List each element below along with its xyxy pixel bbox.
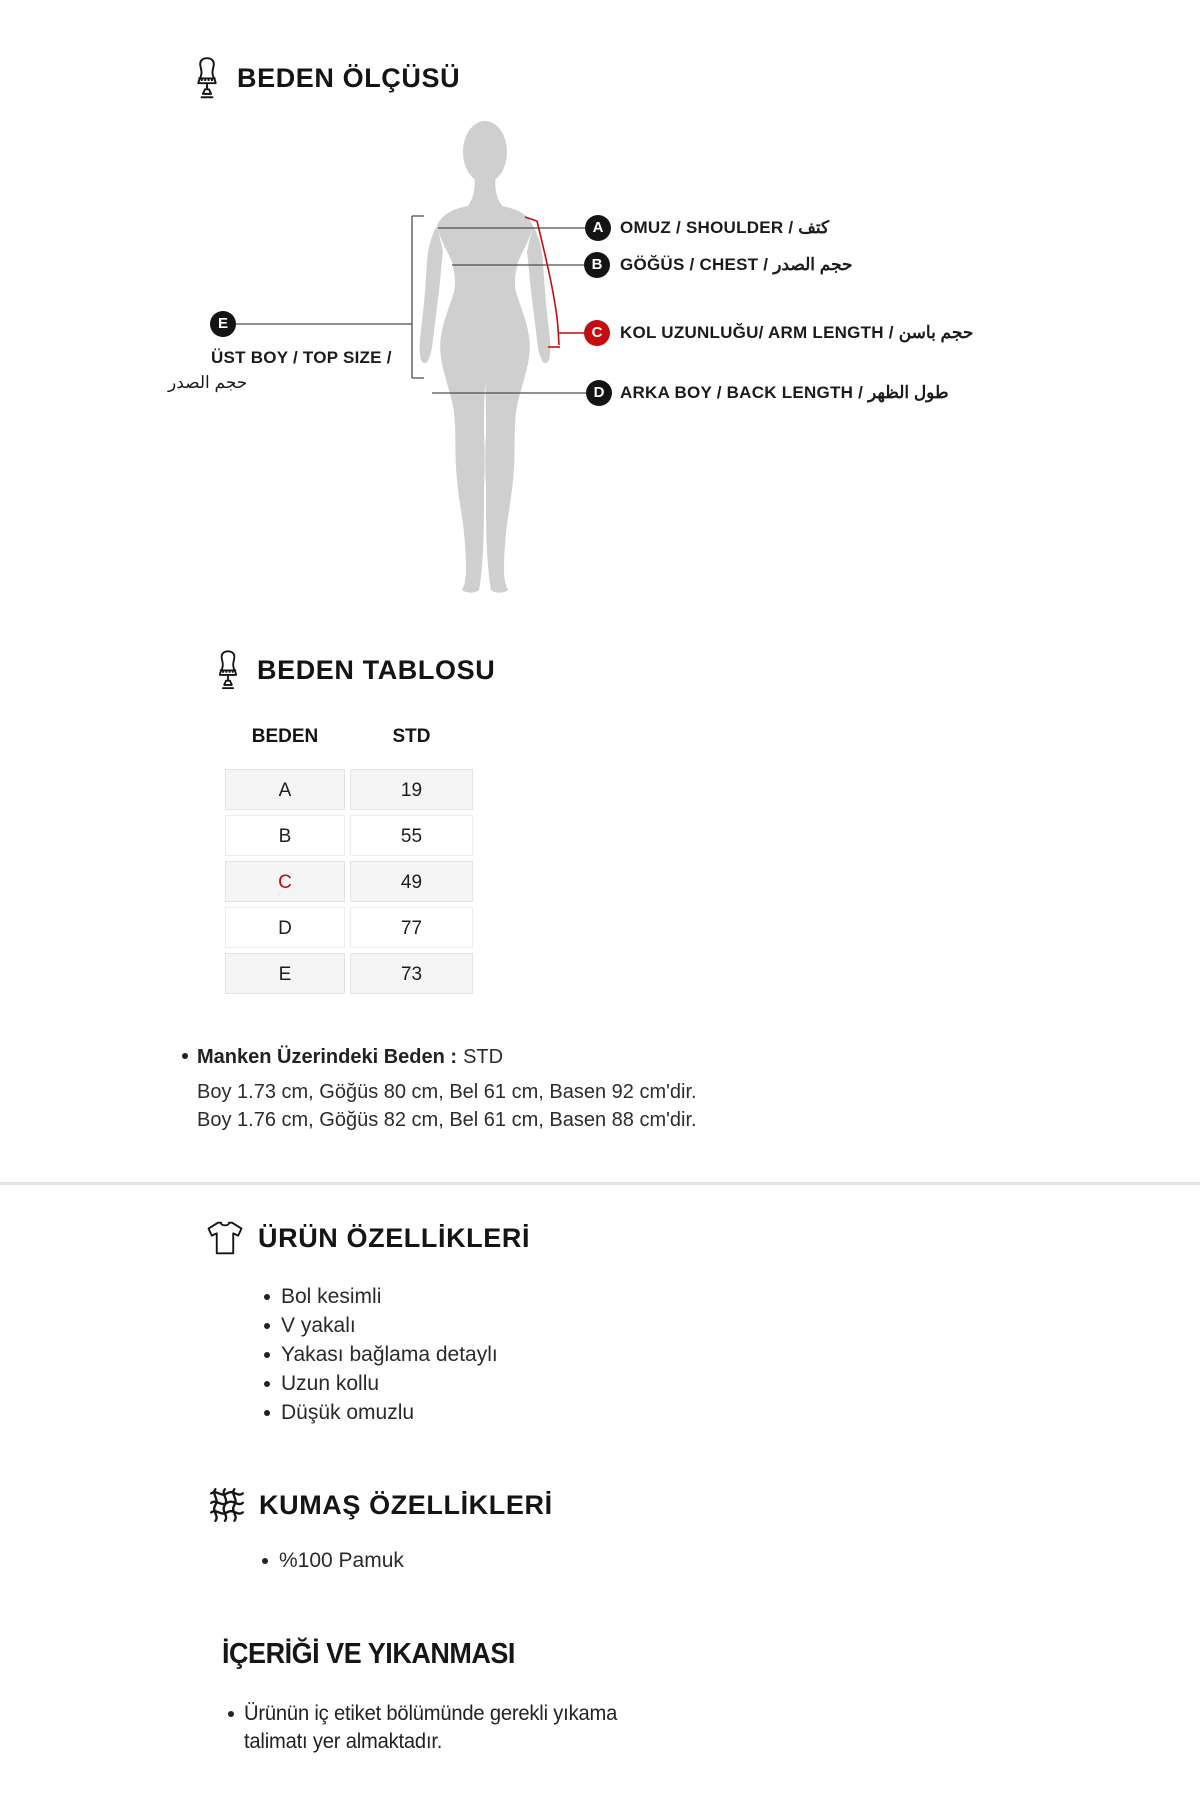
row-value: 19 — [350, 769, 473, 810]
product-features-header — [205, 1218, 530, 1258]
body-measurement-diagram — [0, 0, 1200, 630]
mannequin-icon — [212, 648, 244, 692]
point-d-letter: D — [593, 384, 605, 401]
tshirt-icon — [205, 1218, 245, 1258]
female-silhouette — [420, 121, 551, 593]
row-value: 49 — [350, 861, 473, 902]
row-value: 77 — [350, 907, 473, 948]
care-note — [228, 1700, 696, 1756]
product-features-list — [264, 1282, 498, 1427]
table-row — [225, 861, 473, 902]
point-d-badge — [586, 380, 612, 406]
column-header-beden: BEDEN — [251, 726, 319, 747]
mannequin-note-line2: Boy 1.76 cm, Göğüs 82 cm, Bel 61 cm, Basen 88 cm'dir. — [197, 1109, 697, 1131]
diagram-canvas — [0, 0, 1200, 630]
label-shoulder: OMUZ / SHOULDER / كتف — [620, 218, 830, 237]
row-value: 73 — [350, 953, 473, 994]
label-chest: GÖĞÜS / CHEST / حجم الصدر — [620, 255, 853, 274]
list-item — [264, 1340, 498, 1369]
point-e-badge — [210, 311, 236, 337]
mannequin-note-value: STD — [463, 1046, 504, 1068]
point-c-letter: C — [591, 324, 603, 341]
list-item — [264, 1369, 498, 1398]
size-table-header — [212, 648, 495, 692]
bullet-dot — [264, 1294, 270, 1300]
bullet-dot — [264, 1381, 270, 1387]
bullet-dot — [264, 1410, 270, 1416]
row-label: A — [225, 769, 345, 810]
bullet-dot — [264, 1323, 270, 1329]
bullet-dot — [264, 1352, 270, 1358]
list-item — [264, 1282, 498, 1311]
table-row — [225, 953, 473, 994]
product-features-title: ÜRÜN ÖZELLİKLERİ — [258, 1222, 531, 1253]
row-label: D — [225, 907, 345, 948]
feature-text: Düşük omuzlu — [281, 1401, 415, 1424]
point-c-badge — [584, 320, 610, 346]
row-value: 55 — [350, 815, 473, 856]
column-header-std: STD — [392, 726, 431, 747]
point-a-letter: A — [592, 219, 604, 236]
size-table-head — [225, 726, 473, 748]
point-b-badge — [584, 252, 610, 278]
size-table — [225, 726, 473, 999]
point-e-letter: E — [217, 315, 228, 332]
fabric-icon — [208, 1486, 246, 1524]
mannequin-note-headline — [182, 1044, 697, 1070]
feature-text: Yakası bağlama detaylı — [281, 1343, 498, 1366]
feature-text: V yakalı — [281, 1314, 356, 1337]
bullet-dot — [228, 1711, 234, 1717]
table-row — [225, 907, 473, 948]
list-item — [264, 1398, 498, 1427]
fabric-features-title: KUMAŞ ÖZELLİKLERİ — [259, 1489, 553, 1520]
mannequin-note-label: Manken Üzerindeki Beden : — [197, 1046, 458, 1068]
fabric-features-list — [262, 1546, 404, 1575]
label-top-size-line2: حجم الصدر — [168, 373, 248, 392]
mannequin-note — [182, 1044, 697, 1134]
row-label: E — [225, 953, 345, 994]
bullet-dot — [182, 1053, 188, 1059]
mannequin-note-line1: Boy 1.73 cm, Göğüs 80 cm, Bel 61 cm, Basen 92 cm'dir. — [197, 1081, 697, 1103]
feature-text: Uzun kollu — [281, 1372, 380, 1395]
label-arm-length: KOL UZUNLUĞU/ ARM LENGTH / حجم باسن — [620, 323, 974, 342]
table-row — [225, 769, 473, 810]
fabric-features-header — [208, 1486, 553, 1524]
point-a-badge — [585, 215, 611, 241]
list-item — [264, 1311, 498, 1340]
care-text: Ürünün iç etiket bölümünde gerekli yıkama talimatı yer almaktadır. — [244, 1702, 618, 1753]
feature-text: Bol kesimli — [281, 1285, 382, 1308]
section-divider — [0, 1182, 1200, 1185]
label-top-size-line1: ÜST BOY / TOP SIZE / — [211, 348, 392, 367]
table-row — [225, 815, 473, 856]
label-back-length: ARKA BOY / BACK LENGTH / طول الظهر — [620, 383, 949, 402]
fabric-text: %100 Pamuk — [279, 1549, 404, 1572]
care-header — [222, 1638, 537, 1671]
point-b-letter: B — [591, 256, 603, 273]
care-title: İÇERİĞİ VE YIKANMASI — [222, 1638, 515, 1670]
row-label: B — [225, 815, 345, 856]
list-item — [262, 1546, 404, 1575]
size-table-title: BEDEN TABLOSU — [257, 654, 496, 685]
row-label: C — [225, 861, 345, 902]
size-measure-title: BEDEN ÖLÇÜSÜ — [237, 62, 461, 93]
bullet-dot — [262, 1558, 268, 1564]
